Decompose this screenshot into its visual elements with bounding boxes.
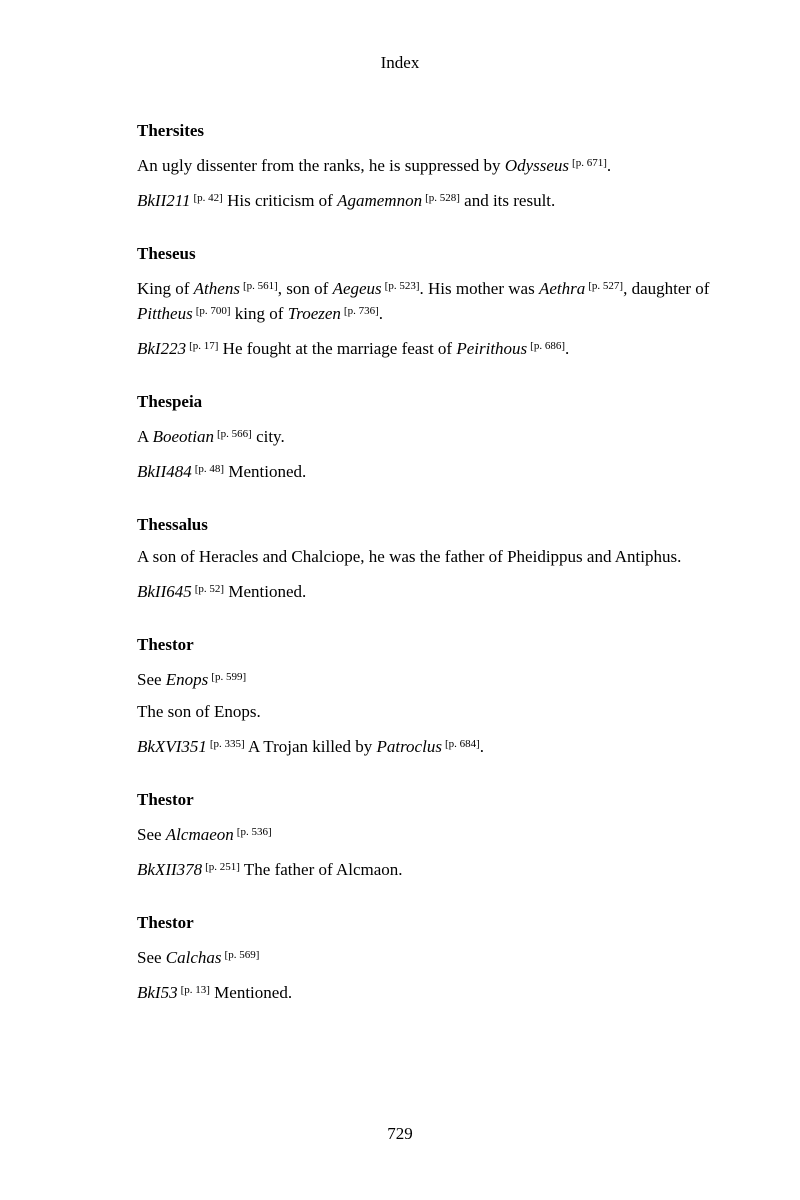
page-reference[interactable]: [p. 52] <box>194 583 225 595</box>
text-segment: Mentioned. <box>224 582 307 601</box>
entry-paragraph <box>137 856 747 881</box>
page-reference[interactable]: [p. 569] <box>224 949 260 961</box>
entry-paragraph <box>137 275 747 325</box>
text-segment: See <box>137 825 166 844</box>
cross-reference-link[interactable]: BkXVI351 <box>137 737 207 756</box>
text-segment: The son of Enops. <box>137 702 261 721</box>
cross-reference-link[interactable]: Pittheus <box>137 304 193 323</box>
cross-reference-link[interactable]: Calchas <box>165 948 222 967</box>
text-segment: , son of <box>277 279 333 298</box>
page-reference[interactable]: [p. 700] <box>195 305 231 317</box>
entry-name: Thestor <box>137 913 194 932</box>
cross-reference-link[interactable]: Peirithous <box>456 339 528 358</box>
entry-paragraph <box>137 701 747 723</box>
entry-name: Thespeia <box>137 392 203 411</box>
cross-reference-link[interactable]: Agamemnon <box>337 191 423 210</box>
entry-paragraph <box>137 821 747 846</box>
entry-name: Thessalus <box>137 515 208 534</box>
text-segment: See <box>137 670 166 689</box>
cross-reference-link[interactable]: Odysseus <box>504 156 570 175</box>
cross-reference-link[interactable]: BkII645 <box>137 582 192 601</box>
cross-reference-link[interactable]: BkXII378 <box>137 860 203 879</box>
text-segment: . <box>565 339 570 358</box>
cross-reference-link[interactable]: Aegeus <box>332 279 382 298</box>
index-entry <box>137 514 747 603</box>
cross-reference-link[interactable]: Aethra <box>538 279 586 298</box>
entry-paragraph <box>137 578 747 603</box>
page-reference[interactable]: [p. 42] <box>193 192 223 204</box>
entry-paragraph <box>137 546 747 568</box>
cross-reference-link[interactable]: Athens <box>193 279 240 298</box>
index-entry <box>137 789 747 881</box>
page-reference[interactable]: [p. 13] <box>180 984 210 996</box>
text-segment: King of <box>137 279 194 298</box>
index-entry <box>137 634 747 758</box>
page-reference[interactable]: [p. 684] <box>444 738 480 750</box>
entry-paragraph <box>137 733 747 758</box>
page-reference[interactable]: [p. 17] <box>189 340 219 352</box>
cross-reference-link[interactable]: Alcmaeon <box>165 825 234 844</box>
page-reference[interactable]: [p. 528] <box>425 192 460 204</box>
text-segment: A Trojan killed by <box>244 737 377 756</box>
index-entry <box>137 391 747 483</box>
cross-reference-link[interactable]: Enops <box>165 670 209 689</box>
cross-reference-link[interactable]: BkI223 <box>137 339 187 358</box>
page-reference[interactable]: [p. 561] <box>242 280 278 292</box>
entry-paragraph <box>137 944 747 969</box>
text-segment: A <box>137 427 153 446</box>
entry-name: Theseus <box>137 244 196 263</box>
page-reference[interactable]: [p. 527] <box>588 280 624 292</box>
entry-name: Thersites <box>137 121 205 140</box>
page-number: 729 <box>387 1124 413 1143</box>
page-reference[interactable]: [p. 566] <box>216 428 252 440</box>
index-entry <box>137 120 747 212</box>
entry-paragraph <box>137 666 747 691</box>
cross-reference-link[interactable]: BkI53 <box>137 983 178 1002</box>
page-reference[interactable]: [p. 599] <box>211 671 247 683</box>
text-segment: An ugly dissenter from the ranks, he is suppressed by <box>137 156 505 175</box>
text-segment: . <box>378 304 383 323</box>
text-segment: He fought at the marriage feast of <box>218 339 457 358</box>
entry-paragraph <box>137 423 747 448</box>
cross-reference-link[interactable]: BkII484 <box>137 462 192 481</box>
text-segment: See <box>137 948 166 967</box>
page-reference[interactable]: [p. 523] <box>384 280 420 292</box>
text-segment: city. <box>251 427 285 446</box>
page-reference[interactable]: [p. 48] <box>194 463 225 475</box>
text-segment: Mentioned. <box>209 983 293 1002</box>
text-segment: A son of Heracles and Chalciope, he was the father of Pheidippus and Antiphus. <box>137 547 682 566</box>
entry-name: Thestor <box>137 635 194 654</box>
entry-paragraph <box>137 152 747 177</box>
page-reference[interactable]: [p. 736] <box>343 305 379 317</box>
index-entry <box>137 243 747 360</box>
page-reference[interactable]: [p. 335] <box>209 738 245 750</box>
entry-paragraph <box>137 187 747 212</box>
text-segment: The father of Alcmaon. <box>239 860 403 879</box>
entry-paragraph <box>137 458 747 483</box>
text-segment: His criticism of <box>222 191 338 210</box>
page-reference[interactable]: [p. 536] <box>236 826 272 838</box>
text-segment: and its result. <box>459 191 556 210</box>
page-reference[interactable]: [p. 251] <box>205 861 240 873</box>
cross-reference-link[interactable]: Patroclus <box>376 737 442 756</box>
cross-reference-link[interactable]: Troezen <box>287 304 341 323</box>
page-reference[interactable]: [p. 686] <box>530 340 565 352</box>
entry-paragraph <box>137 335 747 360</box>
text-segment: . <box>606 156 612 175</box>
text-segment: , daughter of <box>623 279 710 298</box>
text-segment: . His mother was <box>419 279 539 298</box>
index-entries <box>137 120 747 1035</box>
entry-paragraph <box>137 979 747 1004</box>
text-segment: king of <box>230 304 288 323</box>
index-entry <box>137 912 747 1004</box>
text-segment: . <box>479 737 485 756</box>
cross-reference-link[interactable]: BkII211 <box>137 191 191 210</box>
running-header: Index <box>380 53 420 72</box>
page-reference[interactable]: [p. 671] <box>572 157 607 169</box>
cross-reference-link[interactable]: Boeotian <box>152 427 214 446</box>
text-segment: Mentioned. <box>224 462 307 481</box>
entry-name: Thestor <box>137 790 194 809</box>
